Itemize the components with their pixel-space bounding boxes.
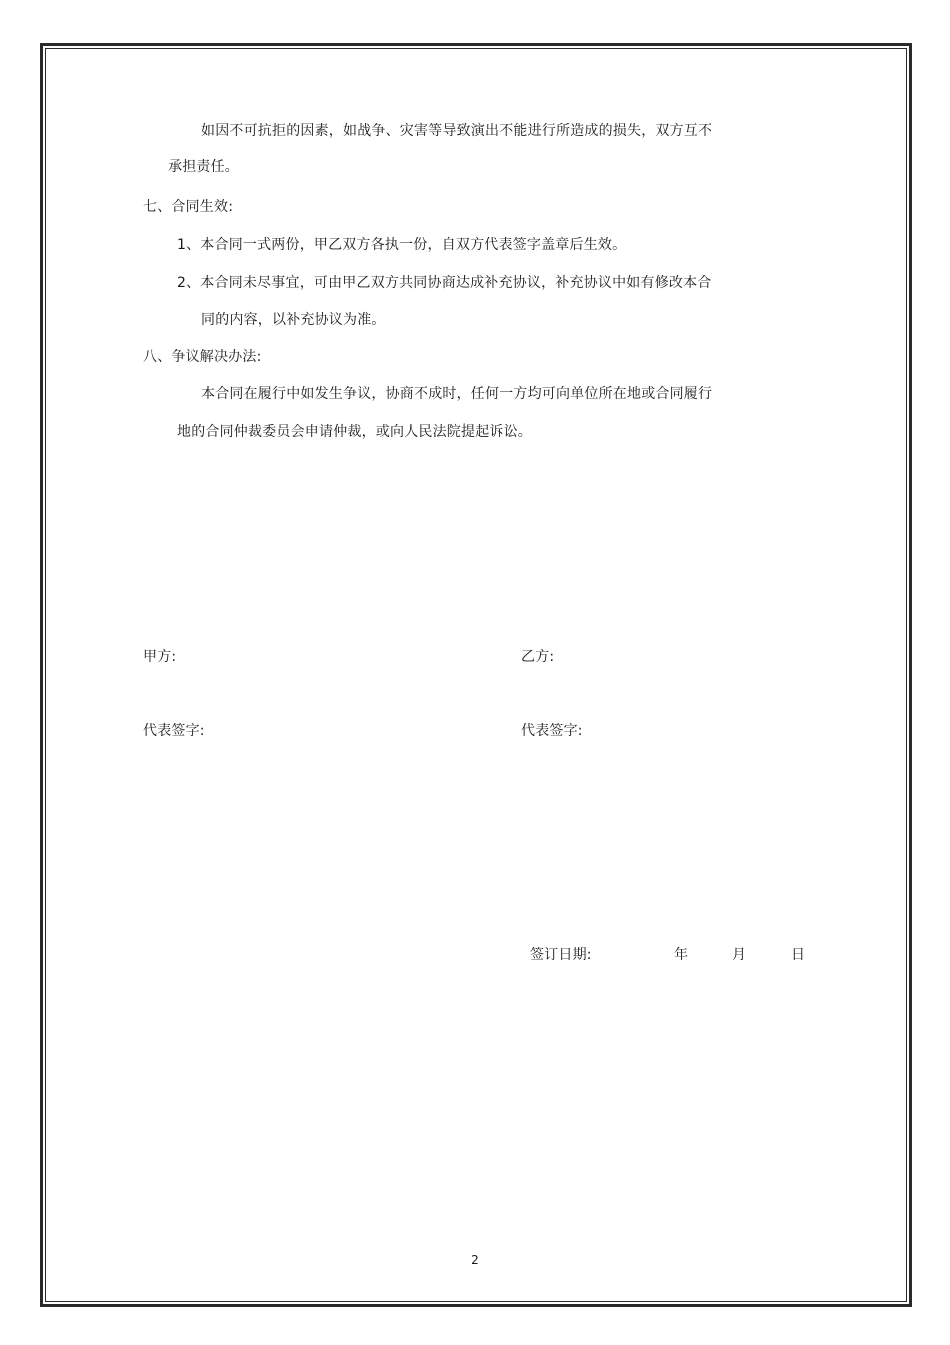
- section-8-line-2: 地的合同仲裁委员会申请仲裁，或向人民法院提起诉讼。: [177, 424, 532, 440]
- party-a-label: 甲方:: [143, 649, 177, 665]
- party-b-representative-signature-label: 代表签字:: [521, 723, 583, 739]
- signing-date-year: 年: [674, 947, 689, 963]
- force-majeure-line-2: 承担责任。: [168, 159, 239, 175]
- section-8-line-1: 本合同在履行中如发生争议，协商不成时，任何一方均可向单位所在地或合同履行: [201, 386, 713, 402]
- party-b-label: 乙方:: [521, 649, 555, 665]
- section-7-item-1: 1、本合同一式两份，甲乙双方各执一份，自双方代表签字盖章后生效。: [177, 237, 627, 253]
- section-8-heading: 八、争议解决办法:: [143, 349, 262, 365]
- section-7-item-2-line-1: 2、本合同未尽事宜，可由甲乙双方共同协商达成补充协议，补充协议中如有修改本合: [177, 275, 712, 291]
- section-7-heading: 七、合同生效:: [143, 199, 234, 215]
- page-number: 2: [471, 1253, 479, 1267]
- section-7-item-2-line-2: 同的内容，以补充协议为准。: [201, 312, 386, 328]
- signing-date-month: 月: [732, 947, 747, 963]
- party-a-representative-signature-label: 代表签字:: [143, 723, 205, 739]
- signing-date-day: 日: [791, 947, 806, 963]
- force-majeure-line-1: 如因不可抗拒的因素，如战争、灾害等导致演出不能进行所造成的损失，双方互不: [201, 123, 713, 139]
- signing-date-label: 签订日期:: [530, 947, 592, 963]
